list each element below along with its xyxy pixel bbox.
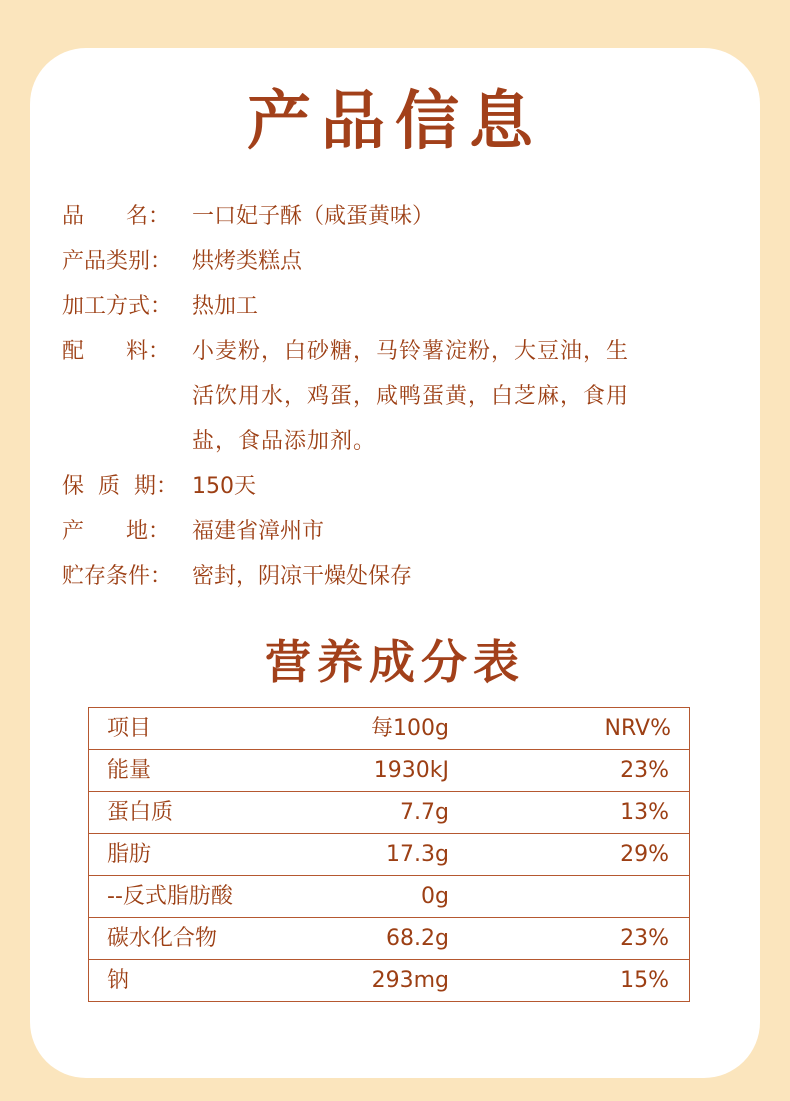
table-header-row [89,708,689,750]
storage-value: 密封，阴凉干燥处保存 [192,564,413,589]
ingredients-line-1: 小麦粉，白砂糖，马铃薯淀粉，大豆油，生 [192,339,630,364]
product-category-value: 烘烤类糕点 [192,249,303,274]
page-title: 产品信息 [247,85,543,159]
nutrient-nrv: 23% [620,758,669,783]
nutrient-per-100g: 68.2g [386,926,449,951]
shelf-life-value: 150天 [192,474,256,499]
nutrient-name: 钠 [107,968,130,993]
product-name-value: 一口妃子酥（咸蛋黄味） [192,204,435,229]
ingredients-value [192,329,722,464]
table-row [89,960,689,1001]
nutrient-name: 蛋白质 [107,800,174,825]
nutrient-name: --反式脂肪酸 [107,884,233,909]
shelf-life-label: 保 质 期： [62,474,178,499]
nutrient-per-100g: 7.7g [400,800,449,825]
nutrient-nrv: 29% [620,842,669,867]
process-method-value: 热加工 [192,294,259,319]
nutrient-nrv: 23% [620,926,669,951]
nutrient-nrv [449,876,689,917]
nutrition-table-title: 营养成分表 [265,635,525,689]
nutrient-per-100g: 293mg [371,968,449,993]
nutrient-nrv: 13% [620,800,669,825]
nutrient-per-100g: 1930kJ [373,758,449,783]
ingredients-line-2: 活饮用水，鸡蛋，咸鸭蛋黄，白芝麻，食用 [192,384,630,409]
origin-label: 产 地： [62,519,170,544]
ingredients-row [62,329,722,464]
storage-label: 贮存条件： [62,564,173,589]
ingredients-label: 配 料： [62,339,170,364]
process-method-label: 加工方式： [62,294,173,319]
table-row [89,792,689,834]
ingredients-line-3: 盐，食品添加剂。 [192,429,377,454]
header-item: 项目 [107,716,152,741]
table-row [89,834,689,876]
header-per-100g: 每100g [371,716,449,741]
table-row [89,876,689,918]
product-info-section [62,194,722,599]
nutrient-per-100g: 0g [421,884,449,909]
product-name-row [62,194,722,239]
product-category-row [62,239,722,284]
origin-row [62,509,722,554]
product-category-label: 产品类别： [62,249,173,274]
nutrient-name: 能量 [107,758,152,783]
nutrition-table [88,707,690,1002]
storage-row [62,554,722,599]
nutrient-per-100g: 17.3g [386,842,449,867]
nutrient-nrv: 15% [620,968,669,993]
table-row [89,918,689,960]
nutrient-name: 脂肪 [107,842,152,867]
table-row [89,750,689,792]
nutrient-name: 碳水化合物 [107,926,218,951]
shelf-life-row [62,464,722,509]
process-method-row [62,284,722,329]
product-name-label: 品 名： [62,204,170,229]
header-nrv: NRV% [604,716,671,741]
origin-value: 福建省漳州市 [192,519,325,544]
